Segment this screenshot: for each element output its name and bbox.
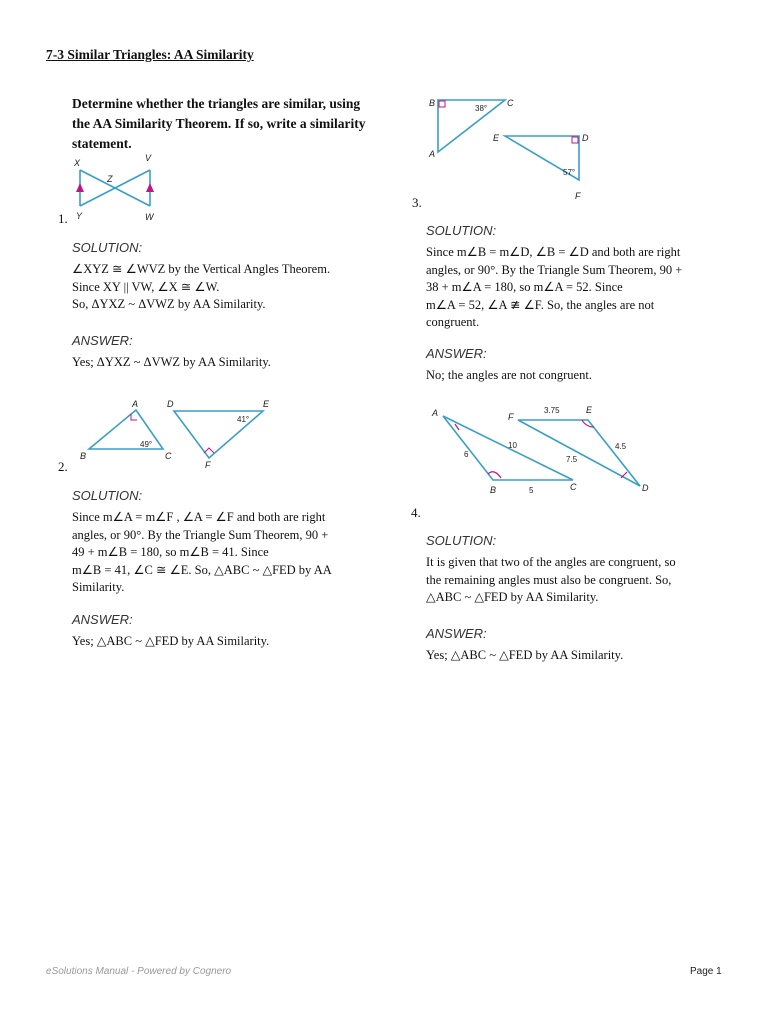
fig4-side-4-5: 4.5: [615, 442, 627, 451]
answer-body: [72, 633, 269, 651]
problem-number: 2.: [58, 459, 68, 474]
fig3-label-a: A: [429, 149, 436, 159]
figure-problem-1: [72, 150, 162, 224]
solution-line: 49 + m∠B = 180, so m∠B = 41. Since: [72, 545, 269, 559]
fig2-label-b: B: [80, 451, 87, 461]
answer-body: [72, 354, 271, 372]
fig4-label-e: E: [586, 405, 593, 415]
solution-label: SOLUTION:: [426, 533, 497, 548]
fig3-angle-38: 38°: [475, 104, 488, 113]
fig3-label-f: F: [575, 191, 581, 201]
fig3-label-b: B: [429, 98, 436, 108]
answer-label: ANSWER:: [72, 333, 133, 348]
solution-label: SOLUTION:: [72, 240, 143, 255]
fig4-label-c: C: [570, 482, 577, 492]
problem-number: 3.: [412, 195, 422, 210]
solution-line: It is given that two of the angles are congruent, so: [426, 555, 676, 569]
fig1-label-x: X: [74, 158, 81, 168]
fig2-label-c: C: [165, 451, 172, 461]
fig2-label-e: E: [263, 399, 270, 409]
solution-line: angles, or 90°. By the Triangle Sum Theorem, 90 +: [426, 262, 683, 277]
solution-label: SOLUTION:: [426, 223, 497, 238]
fig2-angle-41: 41°: [237, 415, 250, 424]
fig1-label-y: Y: [76, 211, 83, 221]
solution-line: congruent.: [426, 315, 480, 329]
fig3-label-d: D: [582, 133, 589, 143]
figure-problem-4: [428, 400, 660, 500]
answer-label: ANSWER:: [426, 346, 487, 361]
solution-line: △ABC ~ △FED by AA Similarity.: [426, 590, 599, 604]
fig2-label-f: F: [205, 460, 211, 470]
solution-line: Since m∠A = m∠F , ∠A = ∠F and both are right: [72, 510, 326, 524]
fig3-label-c: C: [507, 98, 514, 108]
fig3-angle-57: 57°: [563, 168, 576, 177]
figure-problem-3: [425, 92, 600, 204]
solution-line: Similarity.: [72, 580, 125, 594]
page-title: 7-3 Similar Triangles: AA Similarity: [46, 47, 254, 62]
solution-body: [426, 554, 736, 607]
solution-line: Since m∠B = m∠D, ∠B = ∠D and both are right: [426, 245, 681, 259]
fig2-angle-49: 49°: [140, 440, 153, 449]
fig2-label-a: A: [132, 399, 139, 409]
solution-line: the remaining angles must also be congruent. So,: [426, 572, 672, 587]
solution-line: So, ΔYXZ ~ ΔVWZ by AA Similarity.: [72, 297, 266, 311]
answer-line: Yes; △ABC ~ △FED by AA Similarity.: [72, 634, 270, 648]
solution-body: [72, 509, 382, 597]
answer-line: No; the angles are not congruent.: [426, 368, 592, 382]
fig4-side-3-75: 3.75: [544, 406, 560, 415]
solution-line: m∠A = 52, ∠A ≇ ∠F. So, the angles are not: [426, 297, 655, 312]
answer-body: [426, 367, 592, 385]
answer-line: Yes; △ABC ~ △FED by AA Similarity.: [426, 648, 624, 662]
answer-line: Yes; ΔYXZ ~ ΔVWZ by AA Similarity.: [72, 355, 271, 369]
fig3-label-e: E: [493, 133, 500, 143]
solution-line: angles, or 90°. By the Triangle Sum Theorem, 90 +: [72, 527, 329, 542]
solution-label: SOLUTION:: [72, 488, 143, 503]
solution-body: [72, 261, 382, 314]
fig1-label-v: V: [145, 153, 152, 163]
figure-problem-2: [78, 396, 278, 474]
solution-line: m∠B = 41, ∠C ≅ ∠E. So, △ABC ~ △FED by AA: [72, 562, 332, 577]
fig4-label-f: F: [508, 412, 514, 422]
fig4-label-b: B: [490, 485, 497, 495]
fig4-label-a: A: [432, 408, 439, 418]
solution-line: ∠XYZ ≅ ∠WVZ by the Vertical Angles Theorem.: [72, 262, 331, 276]
footer-credit: eSolutions Manual - Powered by Cognero: [46, 966, 232, 977]
problem-number: 1.: [58, 211, 68, 226]
fig4-side-7-5: 7.5: [566, 455, 578, 464]
solution-body: [426, 244, 736, 332]
page-number: Page 1: [690, 966, 722, 977]
fig1-label-w: W: [145, 212, 154, 222]
answer-body: [426, 647, 623, 665]
problem-number: 4.: [411, 505, 421, 520]
solution-line: Since XY || VW, ∠X ≅ ∠W.: [72, 279, 220, 294]
solution-line: 38 + m∠A = 180, so m∠A = 52. Since: [426, 280, 623, 294]
answer-label: ANSWER:: [426, 626, 487, 641]
instructions: Determine whether the triangles are similar, using the AA Similarity Theorem. If so, write a similarity statement.: [72, 96, 366, 151]
fig4-side-5: 5: [529, 486, 534, 495]
answer-label: ANSWER:: [72, 612, 133, 627]
fig1-label-z: Z: [107, 174, 113, 184]
fig4-side-10: 10: [508, 441, 517, 450]
fig2-label-d: D: [167, 399, 174, 409]
fig4-label-d: D: [642, 483, 649, 493]
fig4-side-6: 6: [464, 450, 469, 459]
